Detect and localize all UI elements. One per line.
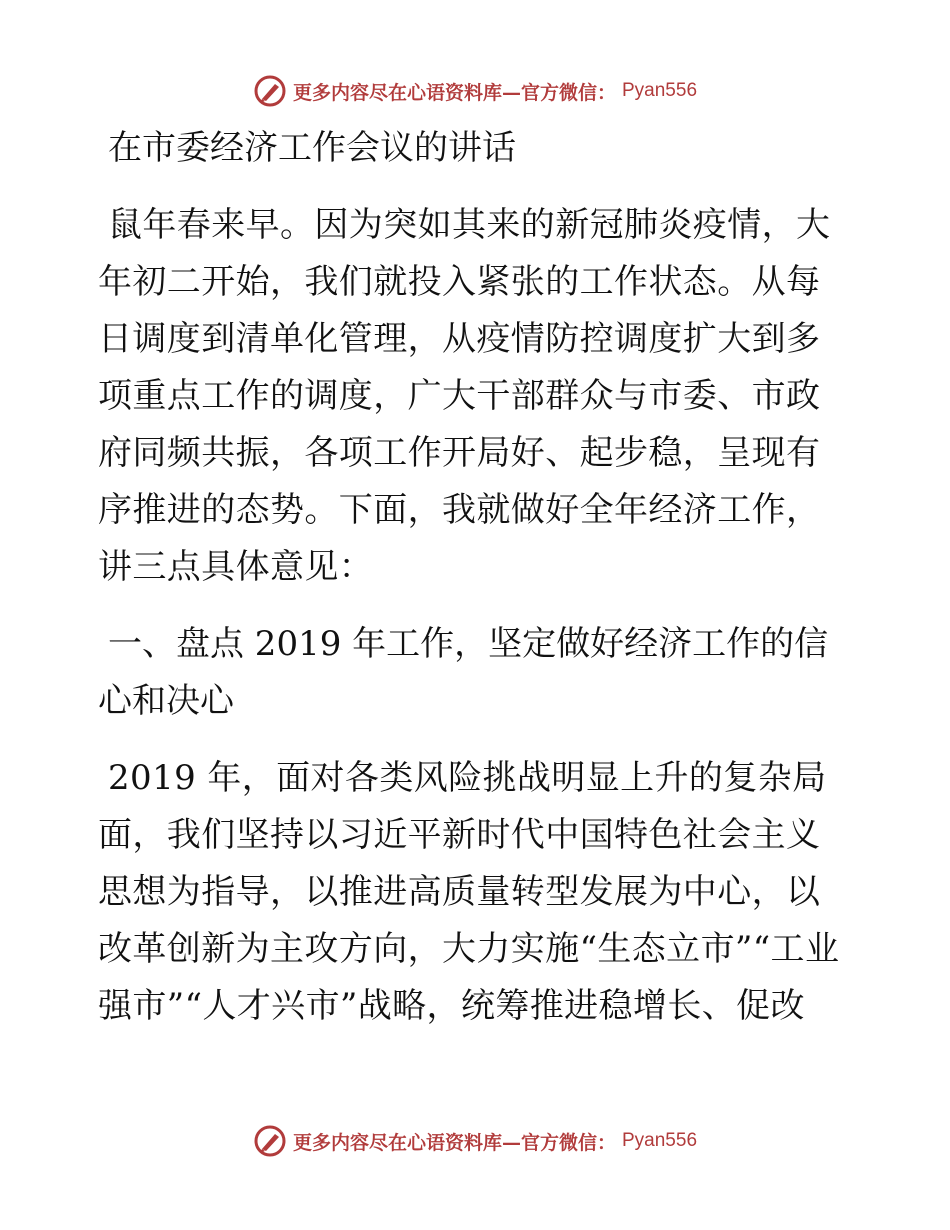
watermark-text: 更多内容尽在心语资料库—官方微信： <box>292 1131 616 1154</box>
paragraph-2019-review: 2019 年，面对各类风险挑战明显上升的复杂局面，我们坚持以习近平新时代中国特色社会主义思想为指导，以推进高质量转型发展为中心，以改革创新为主攻方向，大力实施“生态立市”“工业强市”“人才兴市”战略，统筹推进稳增长、促改 <box>98 758 840 1026</box>
paragraph-intro: 鼠年春来早。因为突如其来的新冠肺炎疫情，大年初二开始，我们就投入紧张的工作状态。从每日调度到清单化管理，从疫情防控调度扩大到多项重点工作的调度，广大干部群众与市委、市政府同频共振，各项工作开局好、起步稳，呈现有序推进的态势。下面，我就做好全年经济工作，讲三点具体意见： <box>98 205 831 587</box>
pen-circle-icon <box>253 74 287 108</box>
watermark-wechat-id: Pyan556 <box>622 1130 698 1151</box>
watermark-header <box>0 74 950 108</box>
watermark-text: 更多内容尽在心语资料库—官方微信： <box>292 81 616 104</box>
watermark-footer <box>0 1124 950 1158</box>
page-title: 在市委经济工作会议的讲话 <box>108 128 516 168</box>
section-heading-1: 一、盘点 2019 年工作，坚定做好经济工作的信心和决心 <box>98 624 829 721</box>
pen-circle-icon <box>253 1124 287 1158</box>
watermark-wechat-id: Pyan556 <box>622 80 698 101</box>
document-body <box>98 120 850 1055</box>
